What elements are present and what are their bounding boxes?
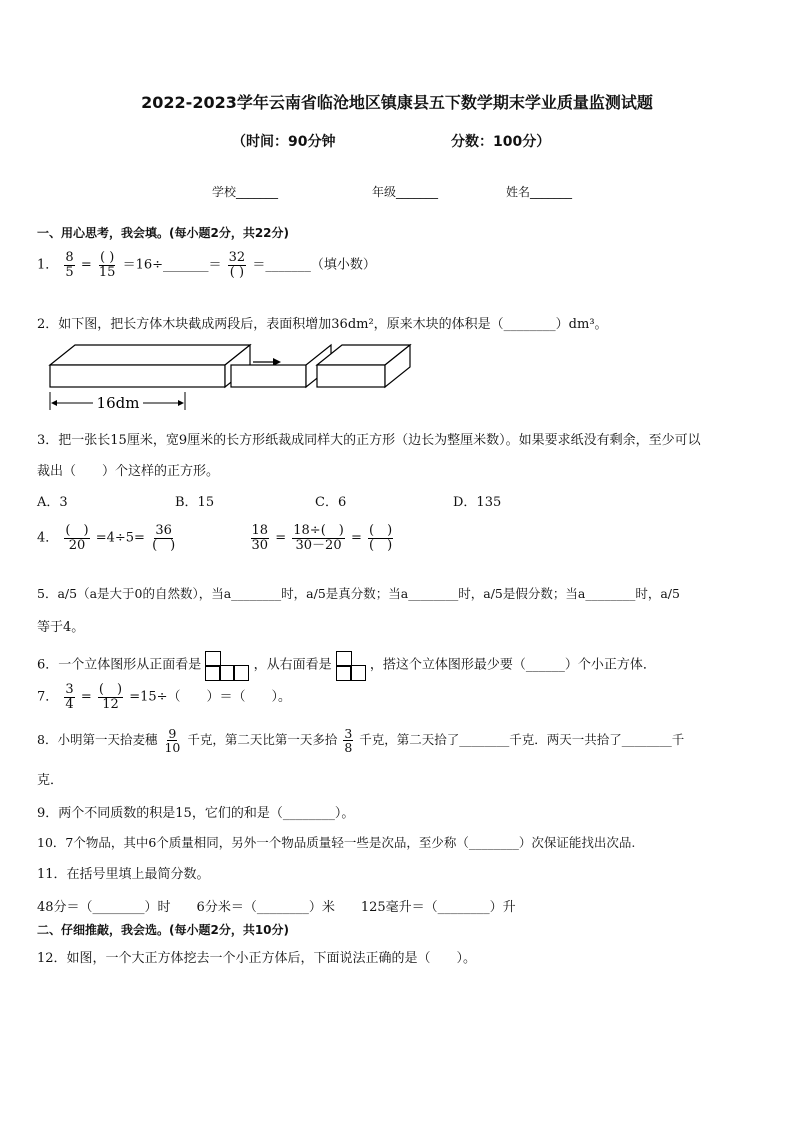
option-c: C．6 — [315, 495, 347, 510]
cuboid-figure — [45, 340, 415, 412]
question-8: 8．小明第一天拾麦穗 $\frac{9}{10}$ 千克，第二天比第一天多拾 $\frac{3}{8}$ 千克，第二天拾了________千克．两天一共拾了________千 — [37, 726, 685, 756]
fraction: $\frac{( )}{15}$ — [98, 250, 116, 280]
question-12: 12．如图，一个大正方体挖去一个小正方体后，下面说法正确的是（ ）。 — [37, 951, 477, 966]
section-2-heading: 二、仔细推敲，我会选。(每小题2分，共10分) — [37, 923, 290, 937]
question-9: 9．两个不同质数的积是15，它们的和是（________）。 — [37, 806, 355, 821]
question-4: 4． $\frac{( )}{20}$ =4÷5= $\frac{36}{( )}$ $\frac{18}{30}$ = $\frac{18\div( )}{30-20}$ = $\frac{( )}{( )}$ — [37, 523, 393, 553]
question-10: 10．7个物品，其中6个质量相同，另外一个物品质量轻一些是次品，至少称（________）次保证能找出次品. — [37, 835, 636, 850]
question-1: 1． $\frac{8}{5}$ = $\frac{( )}{15}$ ＝16÷_______＝ $\frac{32}{( )}$ ＝_______（填小数） — [37, 250, 376, 280]
question-8-line-2: 克． — [37, 773, 64, 788]
question-3-line-1: 3．把一张长15厘米，宽9厘米的长方形纸裁成同样大的正方形（边长为整厘米数）。如果要求纸没有剩余，至少可以 — [37, 433, 701, 448]
question-2: 2．如下图，把长方体木块截成两段后，表面积增加36dm²，原来木块的体积是（________）dm³。 — [37, 317, 608, 332]
exam-time: （时间：90分钟 — [232, 134, 336, 150]
option-d: D．135 — [453, 495, 502, 510]
grade-field: 年级_______ — [372, 185, 439, 199]
question-5-line-1: 5．a/5（a是大于0的自然数），当a________时，a/5是真分数；当a________时，a/5是假分数；当a________时，a/5 — [37, 586, 680, 601]
fraction: $\frac{( )}{( )}$ — [369, 523, 393, 553]
fraction: $\frac{3}{8}$ — [344, 726, 353, 756]
section-1-heading: 一、用心思考，我会填。(每小题2分，共22分) — [37, 226, 290, 240]
front-view-figure — [205, 651, 249, 679]
fraction: $\frac{8}{5}$ — [65, 250, 74, 280]
fraction: $\frac{36}{( )}$ — [152, 523, 176, 553]
question-11: 11．在括号里填上最简分数。 — [37, 867, 210, 882]
question-7: 7． $\frac{3}{4}$ = $\frac{( )}{12}$ =15÷（ ）＝（ ）。 — [37, 682, 292, 712]
question-5-line-2: 等于4。 — [37, 620, 85, 635]
right-view-figure — [336, 651, 366, 679]
fraction: $\frac{32}{( )}$ — [228, 250, 246, 280]
question-6: 6．一个立体图形从正面看是 ，从右面看是 ，搭这个立体图形最少要（______）个小正方体． — [37, 651, 656, 679]
question-number: 1． — [37, 257, 59, 273]
fraction: $\frac{18}{30}$ — [251, 523, 269, 553]
question-11-line-2: 48分＝（________）时 6分米＝（________）米 125毫升＝（________）升 — [37, 900, 516, 915]
dimension-label: 16dm — [96, 394, 140, 412]
option-b: B．15 — [175, 495, 215, 510]
exam-score: 分数：100分） — [451, 134, 551, 150]
name-field: 姓名_______ — [506, 185, 573, 199]
fraction: $\frac{3}{4}$ — [65, 682, 74, 712]
fraction: $\frac{9}{10}$ — [164, 726, 181, 756]
page-title: 2022-2023学年云南省临沧地区镇康县五下数学期末学业质量监测试题 — [141, 93, 653, 112]
question-3-line-2: 裁出（ ）个这样的正方形。 — [37, 464, 220, 479]
fraction: $\frac{( )}{20}$ — [65, 523, 89, 553]
fraction: $\frac{18\div( )}{30-20}$ — [293, 523, 344, 553]
fraction: $\frac{( )}{12}$ — [98, 682, 123, 712]
option-a: A．3 — [37, 495, 68, 510]
school-field: 学校_______ — [212, 185, 279, 199]
